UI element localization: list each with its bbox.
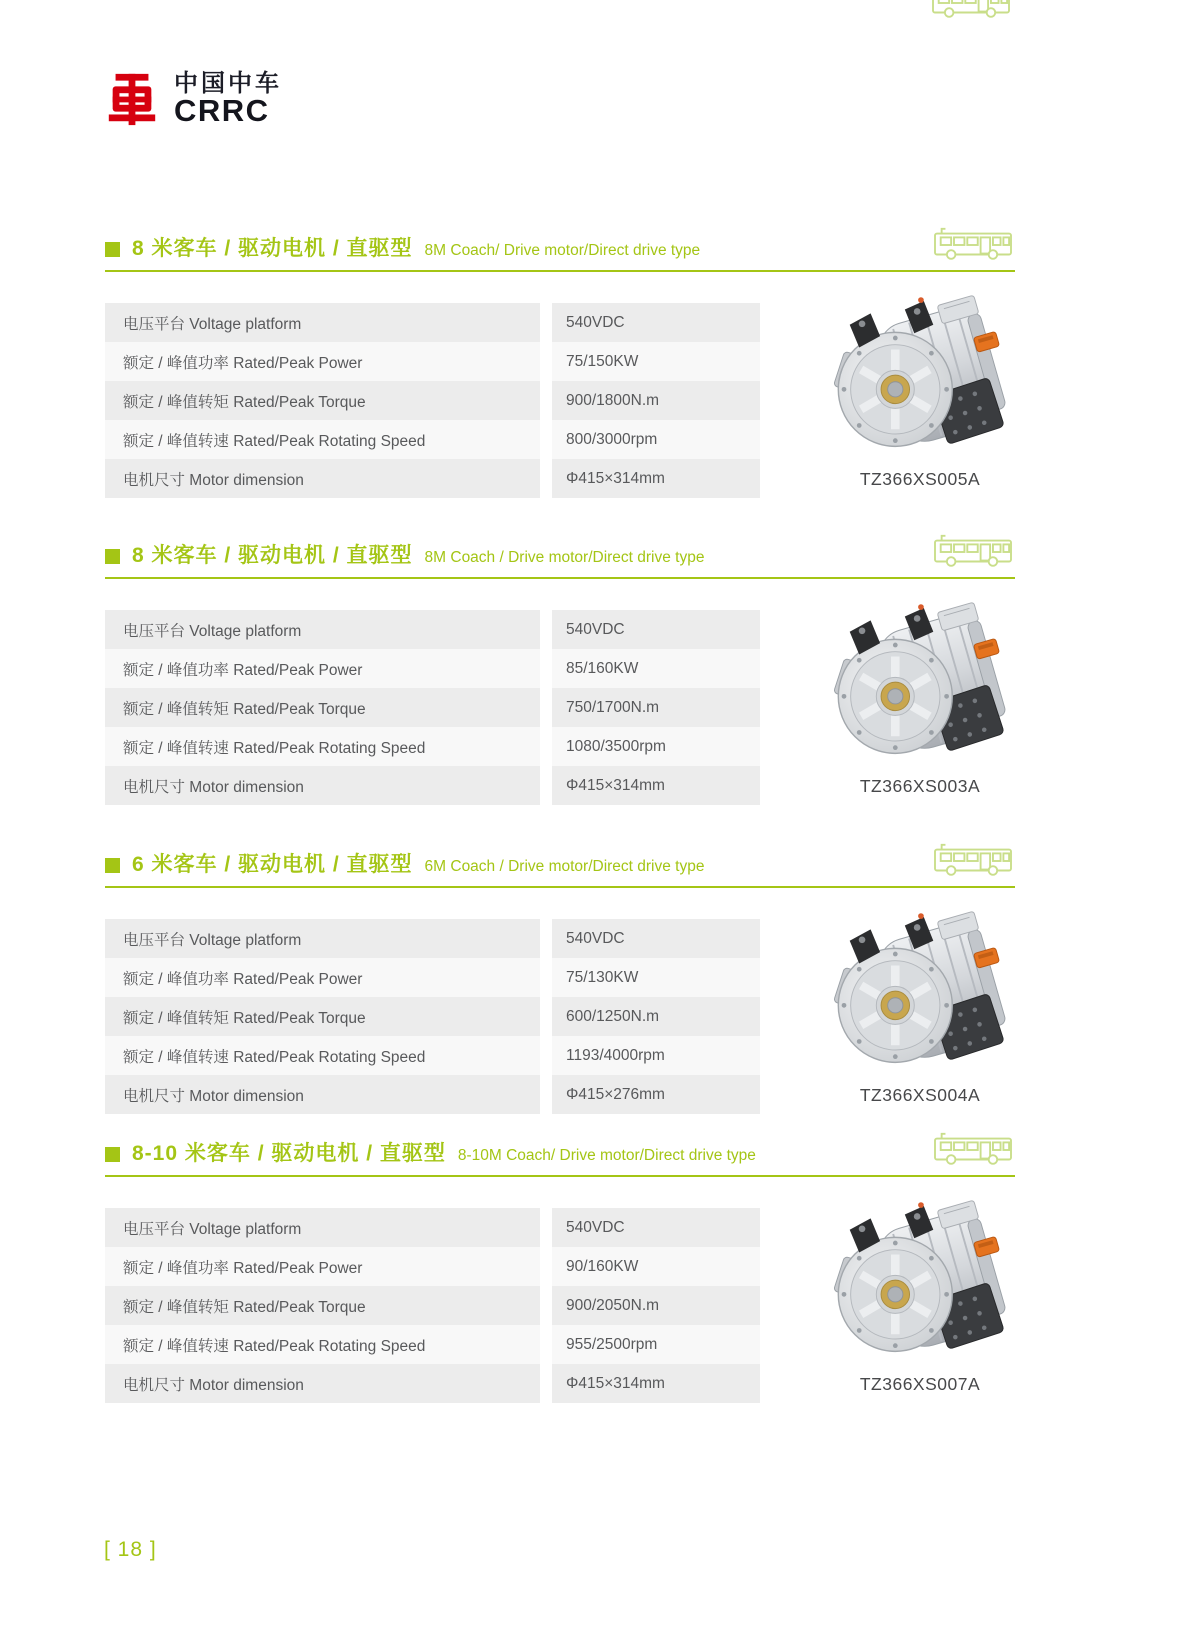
spec-value: 540VDC [552,610,760,649]
spec-value: 900/2050N.m [552,1286,760,1325]
table-row [105,1208,760,1247]
section-title-en: 8M Coach/ Drive motor/Direct drive type [424,242,701,259]
section-title-en: 8-10M Coach/ Drive motor/Direct drive type [457,1147,756,1164]
bus-icon [931,226,1015,264]
spec-value: 900/1800N.m [552,381,760,420]
spec-label: 额定 / 峰值功率 Rated/Peak Power [105,342,540,381]
section-title-cn: 8 米客车 / 驱动电机 / 直驱型 [132,544,413,567]
table-row [105,1075,760,1114]
table-row [105,1247,760,1286]
logo-text [174,71,282,128]
spec-label: 额定 / 峰值转矩 Rated/Peak Torque [105,688,540,727]
spec-label: 电压平台 Voltage platform [105,303,540,342]
logo-english-name: CRRC [174,92,270,128]
table-row [105,766,760,805]
product [805,1197,1035,1395]
model-number: TZ366XS004A [859,1085,981,1105]
table-row [105,1325,760,1364]
table-row [105,381,760,420]
spec-label: 额定 / 峰值转矩 Rated/Peak Torque [105,381,540,420]
section-title-en: 8M Coach / Drive motor/Direct drive type [424,549,705,566]
spec-value: Φ415×276mm [552,1075,760,1114]
table-row [105,958,760,997]
table-row [105,459,760,498]
motor-image [825,292,1015,462]
spec-label: 额定 / 峰值转矩 Rated/Peak Torque [105,997,540,1036]
section-8m-coach-a [105,236,1015,498]
bus-icon [929,0,1013,27]
spec-value: 600/1250N.m [552,997,760,1036]
spec-label: 额定 / 峰值转速 Rated/Peak Rotating Speed [105,420,540,459]
motor-image [825,599,1015,769]
spec-label: 电机尺寸 Motor dimension [105,1075,540,1114]
spec-table [105,919,760,1114]
product [805,292,1035,490]
spec-label: 额定 / 峰值转矩 Rated/Peak Torque [105,1286,540,1325]
spec-table [105,303,760,498]
square-bullet-icon [105,1147,120,1162]
section-header [105,236,1015,272]
table-row [105,303,760,342]
bus-icon [931,1131,1015,1169]
spec-value: 75/130KW [552,958,760,997]
square-bullet-icon [105,858,120,873]
spec-label: 额定 / 峰值转速 Rated/Peak Rotating Speed [105,727,540,766]
table-row [105,727,760,766]
section-header [105,543,1015,579]
spec-label: 电机尺寸 Motor dimension [105,766,540,805]
product [805,908,1035,1106]
spec-value: Φ415×314mm [552,1364,760,1403]
spec-value: 540VDC [552,919,760,958]
table-row [105,1364,760,1403]
table-row [105,420,760,459]
spec-value: Φ415×314mm [552,766,760,805]
spec-table [105,1208,760,1403]
table-row [105,1286,760,1325]
section-8m-coach-b [105,543,1015,805]
spec-label: 电机尺寸 Motor dimension [105,459,540,498]
spec-label: 电压平台 Voltage platform [105,610,540,649]
product [805,599,1035,797]
section-header [105,852,1015,888]
model-number: TZ366XS003A [859,776,981,796]
model-number: TZ366XS007A [859,1374,981,1394]
spec-label: 额定 / 峰值转速 Rated/Peak Rotating Speed [105,1036,540,1075]
table-row [105,610,760,649]
section-title-cn: 8-10 米客车 / 驱动电机 / 直驱型 [132,1142,446,1165]
spec-value: 540VDC [552,303,760,342]
square-bullet-icon [105,549,120,564]
table-row [105,919,760,958]
section-8-10m-coach [105,1141,1015,1403]
section-header [105,1141,1015,1177]
spec-value: 750/1700N.m [552,688,760,727]
motor-image [825,1197,1015,1367]
table-row [105,342,760,381]
square-bullet-icon [105,242,120,257]
crrc-logo-icon [103,70,161,128]
logo-chinese-name: 中国中车 [174,69,282,97]
spec-value: 1080/3500rpm [552,727,760,766]
spec-value: 90/160KW [552,1247,760,1286]
spec-value: 540VDC [552,1208,760,1247]
section-title-cn: 6 米客车 / 驱动电机 / 直驱型 [132,853,413,876]
spec-value: 75/150KW [552,342,760,381]
section-6m-coach [105,852,1015,1114]
spec-label: 额定 / 峰值功率 Rated/Peak Power [105,958,540,997]
spec-label: 额定 / 峰值功率 Rated/Peak Power [105,1247,540,1286]
spec-value: Φ415×314mm [552,459,760,498]
section-title-en: 6M Coach / Drive motor/Direct drive type [424,858,705,875]
page-number: [ 18 ] [104,1538,157,1561]
spec-value: 1193/4000rpm [552,1036,760,1075]
spec-label: 电压平台 Voltage platform [105,1208,540,1247]
section-title-cn: 8 米客车 / 驱动电机 / 直驱型 [132,237,413,260]
bus-icon [931,842,1015,880]
table-row [105,997,760,1036]
table-row [105,1036,760,1075]
spec-value: 955/2500rpm [552,1325,760,1364]
spec-label: 额定 / 峰值转速 Rated/Peak Rotating Speed [105,1325,540,1364]
table-row [105,649,760,688]
crrc-logo [103,70,282,128]
spec-value: 800/3000rpm [552,420,760,459]
spec-label: 电压平台 Voltage platform [105,919,540,958]
bus-icon [931,533,1015,571]
spec-value: 85/160KW [552,649,760,688]
spec-label: 额定 / 峰值功率 Rated/Peak Power [105,649,540,688]
spec-label: 电机尺寸 Motor dimension [105,1364,540,1403]
table-row [105,688,760,727]
model-number: TZ366XS005A [859,469,981,489]
motor-image [825,908,1015,1078]
spec-table [105,610,760,805]
